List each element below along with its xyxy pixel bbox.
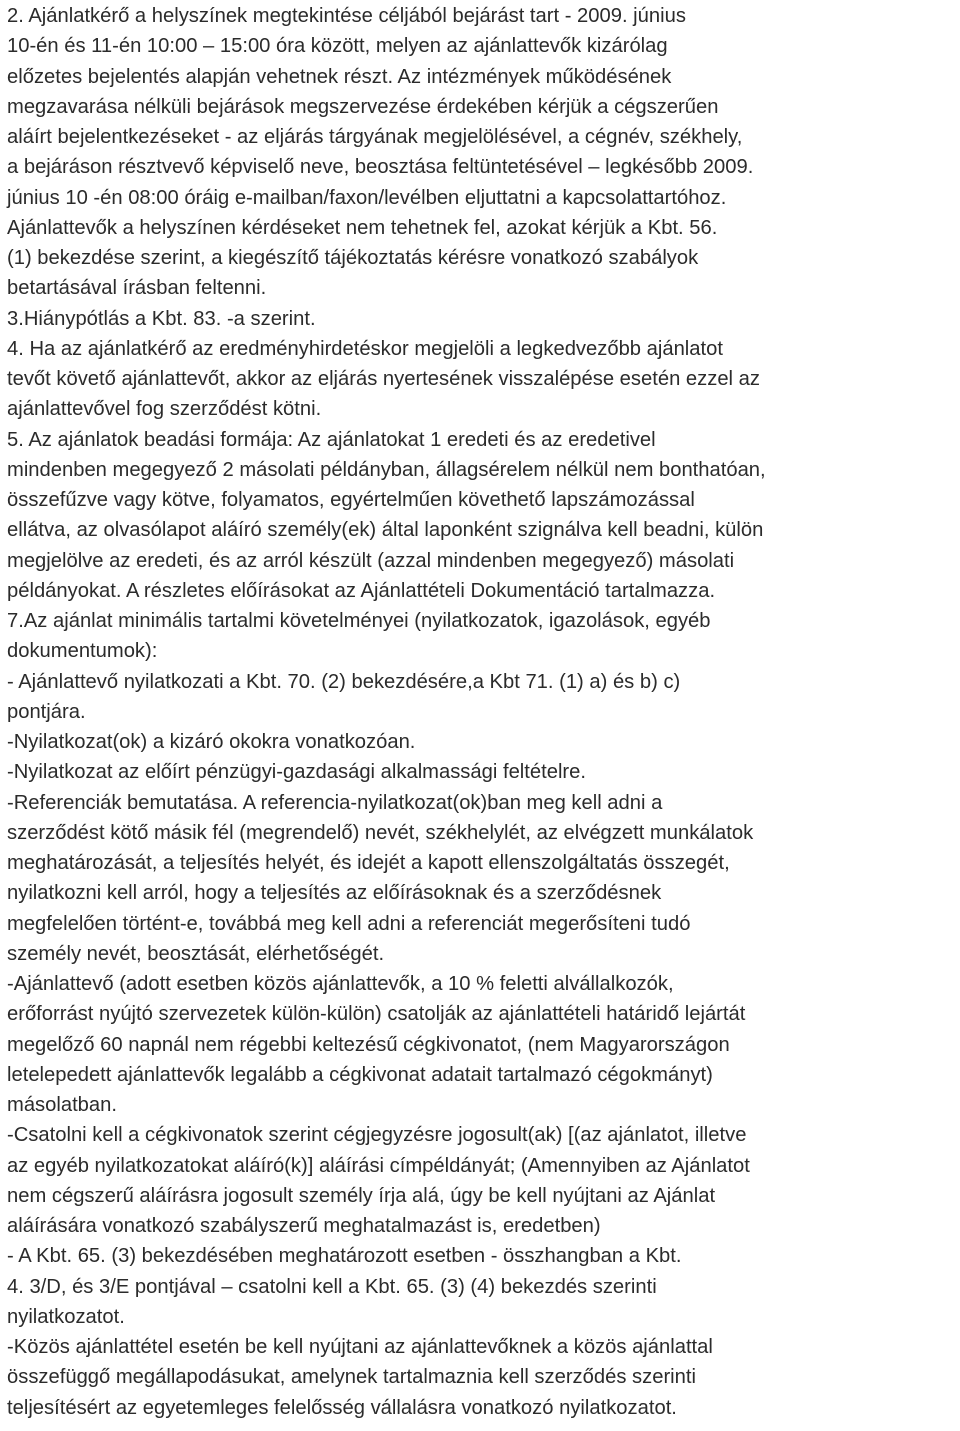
text-line: 7.Az ajánlat minimális tartalmi követelményei (nyilatkozatok, igazolások, egyéb: [7, 610, 711, 632]
text-line: tevőt követő ajánlattevőt, akkor az eljárás nyertesének visszalépése esetén ezzel az: [7, 368, 760, 390]
text-line: összefüggő megállapodásukat, amelynek tartalmaznia kell szerződés szerinti: [7, 1366, 696, 1389]
text-line: aláírására vonatkozó szabályszerű meghatalmazást is, eredetben): [7, 1215, 601, 1237]
text-line: a bejáráson résztvevő képviselő neve, beosztása feltüntetésével – legkésőbb 2009.: [7, 156, 754, 179]
text-line: 4. Ha az ajánlatkérő az eredményhirdetéskor megjelöli a legkedvezőbb ajánlatot: [7, 337, 723, 360]
text-line: 4. 3/D, és 3/E pontjával – csatolni kell a Kbt. 65. (3) (4) bekezdés szerinti: [7, 1275, 657, 1298]
text-line: pontjára.: [7, 700, 86, 723]
text-line: ellátva, az olvasólapot aláíró személy(ek) által laponként szignálva kell beadni, külön: [7, 519, 764, 542]
text-line: -Referenciák bemutatása. A referencia-nyilatkozat(ok)ban meg kell adni a: [7, 791, 663, 814]
text-line: 2. Ajánlatkérő a helyszínek megtekintése céljából bejárást tart - 2009. június: [7, 5, 686, 27]
text-line: betartásával írásban feltenni.: [7, 277, 267, 300]
text-line: erőforrást nyújtó szervezetek külön-külön) csatolják az ajánlattételi határidő lejártát: [7, 1003, 746, 1026]
text-line: előzetes bejelentés alapján vehetnek részt. Az intézmények működésének: [7, 65, 672, 88]
text-line: megelőző 60 napnál nem régebbi keltezésű cégkivonatot, (nem Magyarországon: [7, 1033, 730, 1056]
text-line: nem cégszerű aláírásra jogosult személy írja alá, úgy be kell nyújtani az Ajánlat: [7, 1184, 716, 1207]
text-line: - A Kbt. 65. (3) bekezdésében meghatározott esetben - összhangban a Kbt.: [7, 1245, 682, 1268]
text-line: teljesítésért az egyetemleges felelősség vállalásra vonatkozó nyilatkozatot.: [7, 1396, 677, 1419]
text-line: megfelelően történt-e, továbbá meg kell adni a referenciát megerősíteni tudó: [7, 912, 691, 935]
text-line: 10-én és 11-én 10:00 – 15:00 óra között, melyen az ajánlattevők kizárólag: [7, 35, 668, 58]
text-line: másolatban.: [7, 1094, 117, 1116]
text-line: letelepedett ajánlattevők legalább a cégkivonat adatait tartalmazó cégokmányt): [7, 1063, 713, 1086]
text-line: személy nevét, beosztását, elérhetőségét.: [7, 942, 385, 965]
text-line: -Nyilatkozat az előírt pénzügyi-gazdasági alkalmassági feltételre.: [7, 761, 586, 784]
text-line: összefűzve vagy kötve, folyamatos, egyértelműen követhető lapszámozással: [7, 489, 695, 511]
text-line: 5. Az ajánlatok beadási formája: Az ajánlatokat 1 eredeti és az eredetivel: [7, 428, 656, 451]
text-line: Ajánlattevők a helyszínen kérdéseket nem tehetnek fel, azokat kérjük a Kbt. 56.: [7, 216, 718, 239]
text-line: -Ajánlattevő (adott esetben közös ajánlattevők, a 10 % feletti alvállalkozók,: [7, 973, 674, 995]
text-line: (1) bekezdése szerint, a kiegészítő tájékoztatás kérésre vonatkozó szabályok: [7, 247, 699, 269]
text-line: példányokat. A részletes előírásokat az Ajánlattételi Dokumentáció tartalmazza.: [7, 579, 716, 602]
text-line: aláírt bejelentkezéseket - az eljárás tárgyának megjelölésével, a cégnév, székhely,: [7, 126, 743, 148]
text-line: nyilatkozni kell arról, hogy a teljesítés az előírásoknak és a szerződésnek: [7, 882, 662, 905]
text-line: -Csatolni kell a cégkivonatok szerint cégjegyzésre jogosult(ak) [(az ajánlatot, illetve: [7, 1124, 747, 1147]
text-line: dokumentumok):: [7, 640, 158, 663]
text-line: megzavarása nélküli bejárások megszervezése érdekében kérjük a cégszerűen: [7, 95, 719, 118]
text-line: június 10 -én 08:00 óráig e-mailban/faxon/levélben eljuttatni a kapcsolattartóhoz.: [7, 186, 727, 209]
text-line: nyilatkozatot.: [7, 1305, 125, 1328]
text-line: -Közös ajánlattétel esetén be kell nyújtani az ajánlattevőknek a közös ajánlattal: [7, 1336, 713, 1358]
text-line: -Nyilatkozat(ok) a kizáró okokra vonatkozóan.: [7, 731, 416, 753]
text-line: szerződést kötő másik fél (megrendelő) nevét, székhelylét, az elvégzett munkálatok: [7, 821, 754, 844]
text-line: az egyéb nyilatkozatokat aláíró(k)] aláírási címpéldányát; (Amennyiben az Ajánlatot: [7, 1154, 750, 1177]
text-line: 3.Hiánypótlás a Kbt. 83. -a szerint.: [7, 307, 316, 330]
text-line: mindenben megegyező 2 másolati példányban, állagsérelem nélkül nem bonthatóan,: [7, 458, 766, 481]
text-line: meghatározását, a teljesítés helyét, és idejét a kapott ellenszolgáltatás összegét,: [7, 852, 730, 874]
text-line: ajánlattevővel fog szerződést kötni.: [7, 398, 322, 421]
text-line: megjelölve az eredeti, és az arról készült (azzal mindenben megegyező) másolati: [7, 549, 735, 572]
text-line: - Ajánlattevő nyilatkozati a Kbt. 70. (2) bekezdésére,a Kbt 71. (1) a) és b) c): [7, 670, 681, 693]
